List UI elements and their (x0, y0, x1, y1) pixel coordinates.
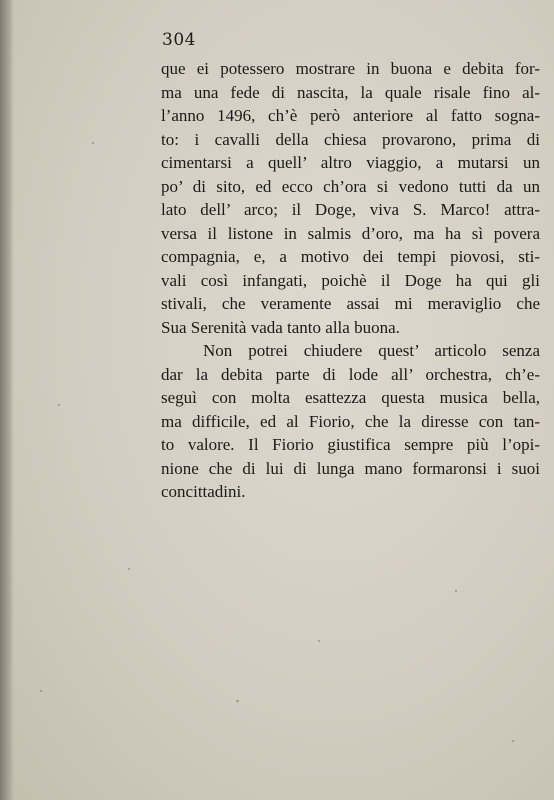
paper-speck (318, 640, 320, 642)
paper-speck (58, 404, 60, 406)
body-text (161, 57, 540, 504)
paper-speck (236, 700, 239, 702)
text-line: l’anno 1496, ch’è però anteriore al fatto sogna- (161, 106, 540, 125)
text-line: dar la debita parte di lode all’ orchestra, ch’e- (161, 364, 540, 384)
text-line: ma difficile, ed al Fiorio, che la diresse con tan- (161, 411, 540, 431)
paragraph-start-line: Non potrei chiudere quest’ articolo senza (203, 341, 540, 360)
text-line: seguì con molta esattezza questa musica bella, (161, 388, 540, 407)
page-gutter-shadow (0, 0, 14, 800)
page-number: 304 (162, 30, 196, 50)
text-line: versa il listone in salmis d’oro, ma ha sì povera (161, 223, 540, 243)
text-line: que ei potessero mostrare in buona e debita for- (161, 59, 540, 78)
paper-speck (92, 142, 94, 144)
paper-speck (40, 690, 42, 692)
paper-speck (128, 568, 130, 570)
text-line: concittadini. (161, 482, 246, 501)
text-line: po’ di sito, ed ecco ch’ora si vedono tutti da un (161, 176, 540, 196)
text-line: ma una fede di nascita, la quale risale fino al- (161, 82, 540, 102)
paper-speck (455, 590, 457, 592)
text-line: to: i cavalli della chiesa provarono, prima di (161, 129, 540, 149)
text-line: cimentarsi a quell’ altro viaggio, a mutarsi un (161, 153, 540, 172)
text-line: nione che di lui di lunga mano formaronsi i suoi (161, 458, 540, 478)
paper-speck (512, 740, 514, 742)
text-line: to valore. Il Fiorio giustifica sempre più l’opi- (161, 435, 540, 454)
text-line: vali così infangati, poichè il Doge ha qui gli (161, 270, 540, 290)
text-line: stivali, che veramente assai mi meraviglio che (161, 294, 540, 313)
text-line: compagnia, e, a motivo dei tempi piovosi, sti- (161, 247, 540, 266)
text-line: Sua Serenità vada tanto alla buona. (161, 317, 400, 337)
text-line: lato dell’ arco; il Doge, viva S. Marco! attra- (161, 200, 540, 219)
